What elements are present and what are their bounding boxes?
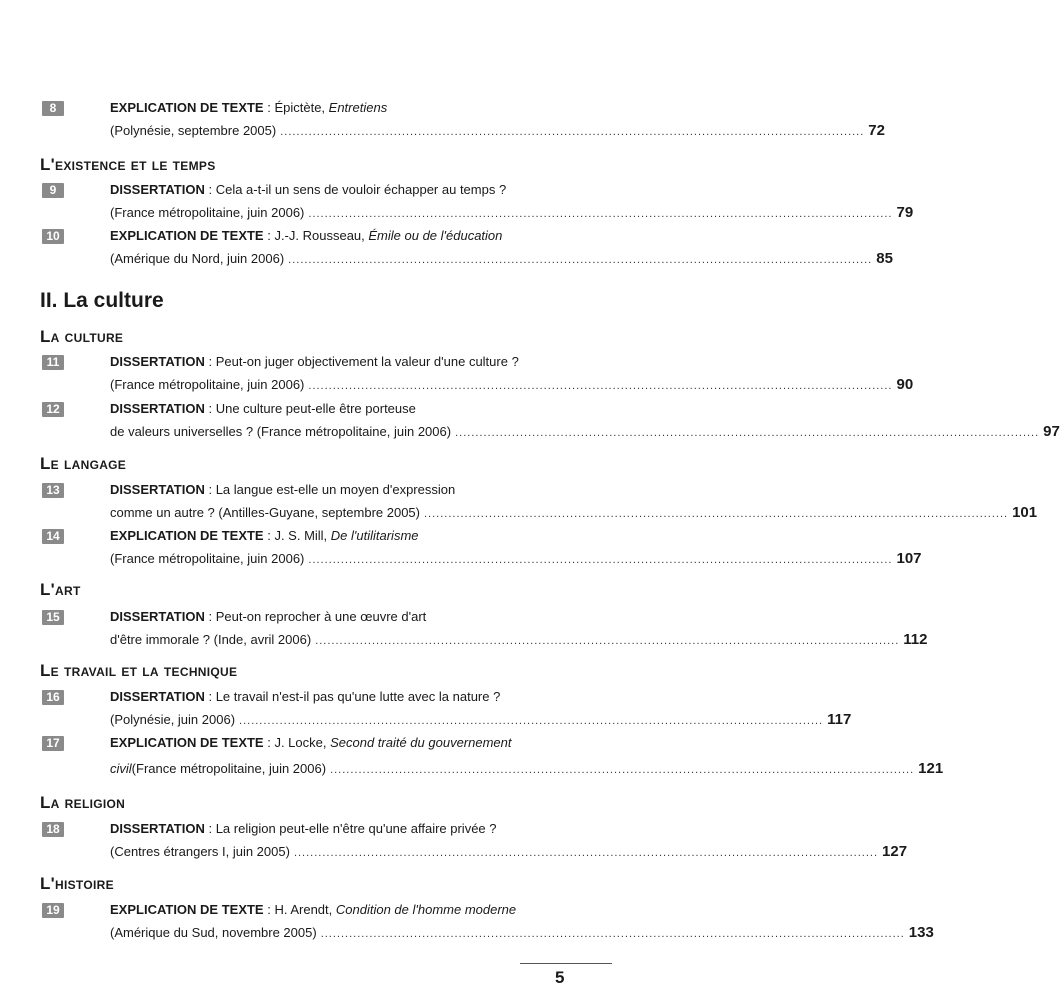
entry-source: (France métropolitaine, juin 2006): [110, 377, 305, 392]
entry-title: [110, 688, 550, 706]
entry-work-title: Condition de l'homme moderne: [335, 902, 517, 917]
entry-title: [110, 481, 550, 499]
dot-leader: ................................................................................................................................................: [315, 635, 900, 647]
entry-number: 18: [42, 822, 64, 837]
entry-type: EXPLICATION DE TEXTE: [110, 735, 264, 750]
entry-source-line: [110, 504, 1038, 523]
dot-leader: ................................................................................................................................................: [288, 254, 873, 266]
entry-type: EXPLICATION DE TEXTE: [110, 528, 264, 543]
entry-source: d'être immorale ? (Inde, avril 2006): [110, 632, 312, 647]
entry-type: EXPLICATION DE TEXTE: [110, 902, 264, 917]
entry-source: (Centres étrangers I, juin 2005): [110, 844, 290, 859]
entry-type: EXPLICATION DE TEXTE: [110, 100, 264, 115]
entry-title: [110, 527, 550, 545]
entry-number: 8: [42, 101, 64, 116]
entry-page-number: 133: [908, 924, 934, 941]
entry-title: [110, 181, 550, 199]
dot-leader: ................................................................................................................................................: [455, 427, 1040, 439]
dot-leader: ................................................................................................................................................: [320, 928, 905, 940]
dot-leader: ................................................................................................................................................: [239, 715, 824, 727]
entry-source-line: [110, 711, 852, 730]
entry-number: 9: [42, 183, 64, 198]
entry-work-title: Entretiens: [328, 100, 388, 115]
entry-work-title: Émile ou de l'éducation: [368, 228, 503, 243]
dot-leader: ................................................................................................................................................: [280, 126, 865, 138]
entry-subject: : H. Arendt,: [263, 902, 336, 917]
entry-title: [110, 901, 550, 919]
entry-subject: : La religion peut-elle n'être qu'une affaire privée ?: [204, 821, 497, 836]
footer-rule: [520, 963, 612, 964]
entry-source: (Amérique du Nord, juin 2006): [110, 251, 285, 266]
section-heading: L'histoire: [40, 874, 114, 893]
entry-title: [110, 734, 550, 752]
entry-work-title: De l'utilitarisme: [330, 528, 419, 543]
entry-page-number: 97: [1043, 423, 1060, 440]
entry-subject: : J. S. Mill,: [263, 528, 331, 543]
entry-subject: : Peut-on reprocher à une œuvre d'art: [204, 609, 427, 624]
entry-source: comme un autre ? (Antilles-Guyane, septembre 2005): [110, 505, 420, 520]
entry-type: DISSERTATION: [110, 354, 205, 369]
entry-title: [110, 608, 550, 626]
entry-page-number: 107: [896, 550, 922, 567]
entry-subject: : Cela a-t-il un sens de vouloir échapper au temps ?: [204, 182, 507, 197]
entry-page-number: 85: [876, 250, 893, 267]
entry-source-line: [110, 423, 1060, 442]
entry-subject: : J.-J. Rousseau,: [263, 228, 369, 243]
entry-title: [110, 227, 550, 245]
entry-number: 14: [42, 529, 64, 544]
entry-source-line: [110, 843, 908, 862]
entry-source: (Amérique du Sud, novembre 2005): [110, 925, 317, 940]
footer-page-number: 5: [555, 968, 565, 987]
entry-number: 12: [42, 402, 64, 417]
entry-subject: : J. Locke,: [263, 735, 331, 750]
entry-page-number: 90: [896, 376, 914, 393]
entry-number: 11: [42, 355, 64, 370]
entry-number: 19: [42, 903, 64, 918]
entry-page-number: 127: [882, 843, 908, 860]
dot-leader: ................................................................................................................................................: [308, 208, 893, 220]
entry-type: EXPLICATION DE TEXTE: [110, 228, 264, 243]
entry-type: DISSERTATION: [110, 482, 205, 497]
section-heading: La culture: [40, 327, 124, 346]
entry-number: 15: [42, 610, 64, 625]
entry-number: 17: [42, 736, 64, 751]
entry-page-number: 121: [918, 760, 944, 777]
entry-subject: : Le travail n'est-il pas qu'une lutte avec la nature ?: [204, 689, 501, 704]
part-heading: II. La culture: [40, 289, 164, 312]
dot-leader: ................................................................................................................................................: [308, 554, 893, 566]
entry-source: de valeurs universelles ? (France métropolitaine, juin 2006): [110, 424, 452, 439]
entry-number: 16: [42, 690, 64, 705]
entry-number: 10: [42, 229, 64, 244]
entry-title: [110, 353, 550, 371]
entry-number: 13: [42, 483, 64, 498]
entry-source-line: [110, 631, 928, 650]
dot-leader: ................................................................................................................................................: [330, 764, 915, 776]
entry-page-number: 79: [896, 204, 914, 221]
entry-source-line: [110, 250, 893, 269]
entry-source-line: [110, 122, 885, 141]
entry-source-line: [110, 760, 944, 779]
entry-page-number: 72: [868, 122, 885, 139]
entry-subject: : Une culture peut-elle être porteuse: [204, 401, 416, 416]
entry-source-line: [110, 924, 934, 943]
entry-type: DISSERTATION: [110, 182, 205, 197]
section-heading: La religion: [40, 793, 126, 812]
entry-source: (France métropolitaine, juin 2006): [110, 205, 305, 220]
entry-subject: : Épictète,: [263, 100, 329, 115]
entry-title: [110, 400, 550, 418]
entry-type: DISSERTATION: [110, 401, 205, 416]
entry-source: (France métropolitaine, juin 2006): [131, 761, 327, 776]
section-heading: Le langage: [40, 454, 127, 473]
entry-subject: : Peut-on juger objectivement la valeur d'une culture ?: [204, 354, 519, 369]
entry-work-title-continued: civil: [110, 761, 132, 776]
entry-source: (Polynésie, septembre 2005): [110, 123, 277, 138]
entry-source: (Polynésie, juin 2006): [110, 712, 236, 727]
entry-subject: : La langue est-elle un moyen d'expression: [204, 482, 456, 497]
entry-source-line: [110, 550, 922, 569]
entry-type: DISSERTATION: [110, 821, 205, 836]
entry-source-line: [110, 376, 914, 395]
section-heading: L'existence et le temps: [40, 155, 216, 174]
dot-leader: ................................................................................................................................................: [424, 508, 1009, 520]
entry-page-number: 112: [903, 631, 928, 648]
entry-source-line: [110, 204, 914, 223]
entry-page-number: 101: [1012, 504, 1038, 521]
entry-title: [110, 99, 550, 117]
entry-type: DISSERTATION: [110, 689, 205, 704]
dot-leader: ................................................................................................................................................: [293, 847, 879, 859]
section-heading: L'art: [40, 580, 81, 599]
entry-source: (France métropolitaine, juin 2006): [110, 551, 305, 566]
entry-work-title: Second traité du gouvernement: [330, 735, 512, 750]
dot-leader: ................................................................................................................................................: [308, 380, 893, 392]
entry-page-number: 117: [827, 711, 852, 728]
section-heading: Le travail et la technique: [40, 661, 238, 680]
entry-type: DISSERTATION: [110, 609, 205, 624]
entry-title: [110, 820, 550, 838]
